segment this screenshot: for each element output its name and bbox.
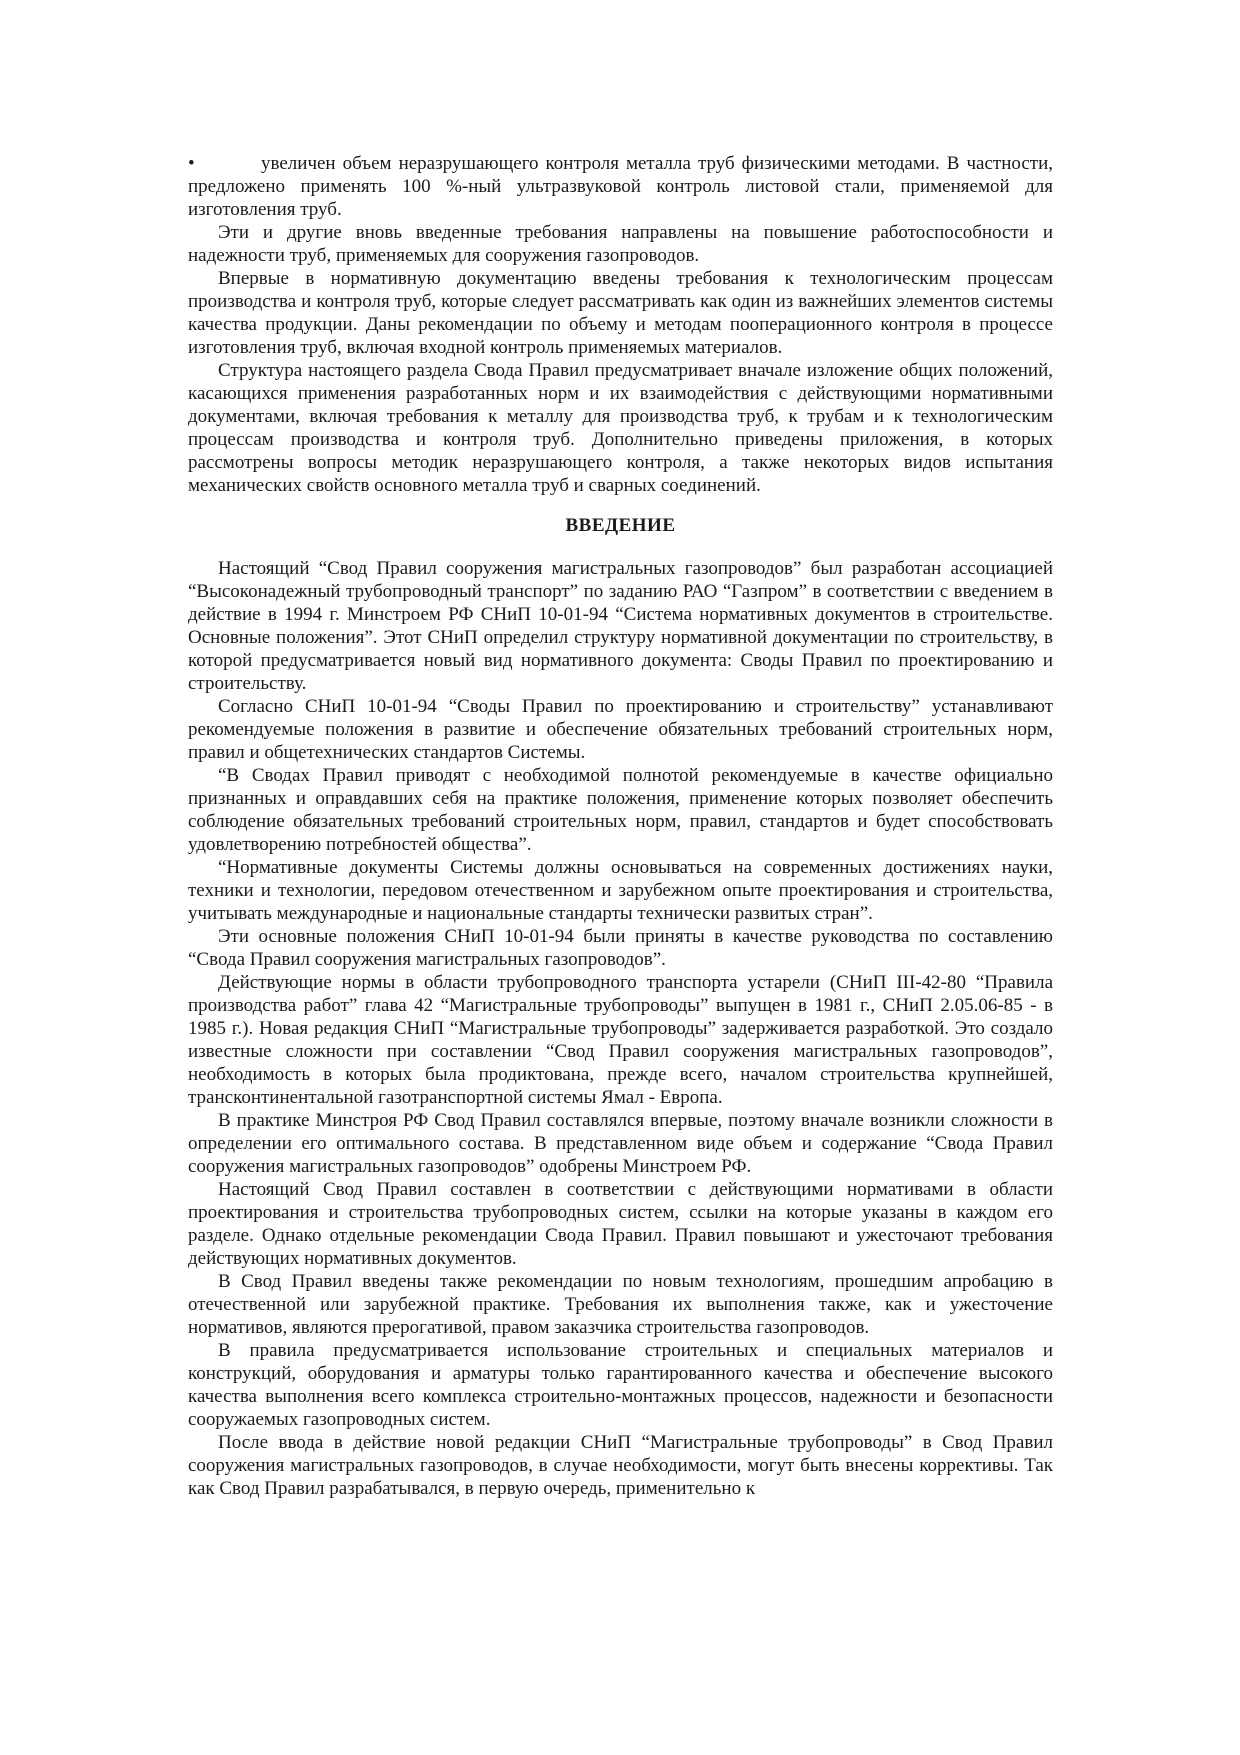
bullet-list-item [188, 152, 1053, 221]
paragraph: Структура настоящего раздела Свода Правил предусматривает вначале изложение общих положений, касающихся применения разработанных норм и их взаимодействия с действующими нормативными документами, включая требования к металлу для производства труб, к трубам и к технологическим процессам производства и контроля труб. Дополнительно приведены приложения, в которых рассмотрены вопросы методик неразрушающего контроля, а также некоторых видов испытания механических свойств основного металла труб и сварных соединений. [188, 360, 1053, 496]
document-body [188, 152, 1053, 1500]
paragraph: Эти основные положения СНиП 10-01-94 были приняты в качестве руководства по составлению “Свода Правил сооружения магистральных газопроводов”. [188, 926, 1053, 970]
paragraph: Впервые в нормативную документацию введены требования к технологическим процессам производства и контроля труб, которые следует рассматривать как один из важнейших элементов системы качества продукции. Даны рекомендации по объему и методам пооперационного контроля в процессе изготовления труб, включая входной контроль применяемых материалов. [188, 268, 1053, 358]
bullet-marker: • [188, 153, 195, 174]
paragraph: Действующие нормы в области трубопроводного транспорта устарели (СНиП III-42-80 “Правила производства работ” глава 42 “Магистральные трубопроводы” выпущен в 1981 г., СНиП 2.05.06-85 - в 1985 г.). Новая редакция СНиП “Магистральные трубопроводы” задерживается разработкой. Это создало известные сложности при составлении “Свод Правил сооружения магистральных газопроводов”, необходимость в которых была продиктована, прежде всего, началом строительства крупнейшей, трансконтинентальной газотранспортной системы Ямал - Европа. [188, 972, 1053, 1108]
paragraph: После ввода в действие новой редакции СНиП “Магистральные трубопроводы” в Свод Правил сооружения магистральных газопроводов, в случае необходимости, могут быть внесены коррективы. Так как Свод Правил разрабатывался, в первую очередь, применительно к [188, 1432, 1053, 1499]
paragraph: В Свод Правил введены также рекомендации по новым технологиям, прошедшим апробацию в отечественной или зарубежной практике. Требования их выполнения также, как и ужесточение нормативов, являются прерогативой, правом заказчика строительства газопроводов. [188, 1271, 1053, 1338]
paragraph: “В Сводах Правил приводят с необходимой полнотой рекомендуемые в качестве официально признанных и оправдавших себя на практике положения, применение которых позволяет обеспечить соблюдение обязательных требований строительных норм, правил, стандартов и будет способствовать удовлетворению потребностей общества”. [188, 765, 1053, 855]
paragraph: Настоящий “Свод Правил сооружения магистральных газопроводов” был разработан ассоциацией “Высоконадежный трубопроводный транспорт” по заданию РАО “Газпром” в соответствии с введением в действие в 1994 г. Минстроем РФ СНиП 10-01-94 “Система нормативных документов в строительстве. Основные положения”. Этот СНиП определил структуру нормативной документации по строительству, в которой предусматривается новый вид нормативного документа: Своды Правил по проектированию и строительству. [188, 558, 1053, 694]
section-heading: ВВЕДЕНИЕ [565, 515, 676, 536]
bullet-text: увеличен объем неразрушающего контроля металла труб физическими методами. В частности, предложено применять 100 %-ный ультразвуковой контроль листовой стали, применяемой для изготовления труб. [188, 153, 1053, 220]
paragraph: В правила предусматривается использование строительных и специальных материалов и конструкций, оборудования и арматуры только гарантированного качества и обеспечение высокого качества выполнения всего комплекса строительно-монтажных процессов, надежности и безопасности сооружаемых газопроводных систем. [188, 1340, 1053, 1430]
paragraph: В практике Минстроя РФ Свод Правил составлялся впервые, поэтому вначале возникли сложности в определении его оптимального состава. В представленном виде объем и содержание “Свода Правил сооружения магистральных газопроводов” одобрены Минстроем РФ. [188, 1110, 1053, 1177]
paragraph: Эти и другие вновь введенные требования направлены на повышение работоспособности и надежности труб, применяемых для сооружения газопроводов. [188, 222, 1053, 266]
paragraph: “Нормативные документы Системы должны основываться на современных достижениях науки, техники и технологии, передовом отечественном и зарубежном опыте проектирования и строительства, учитывать международные и национальные стандарты технически развитых стран”. [188, 857, 1053, 924]
paragraph: Согласно СНиП 10-01-94 “Своды Правил по проектированию и строительству” устанавливают рекомендуемые положения в развитие и обеспечение обязательных требований строительных норм, правил и общетехнических стандартов Системы. [188, 696, 1053, 763]
paragraph: Настоящий Свод Правил составлен в соответствии с действующими нормативами в области проектирования и строительства трубопроводных систем, ссылки на которые указаны в каждом его разделе. Однако отдельные рекомендации Свода Правил. Правил повышают и ужесточают требования действующих нормативных документов. [188, 1179, 1053, 1269]
